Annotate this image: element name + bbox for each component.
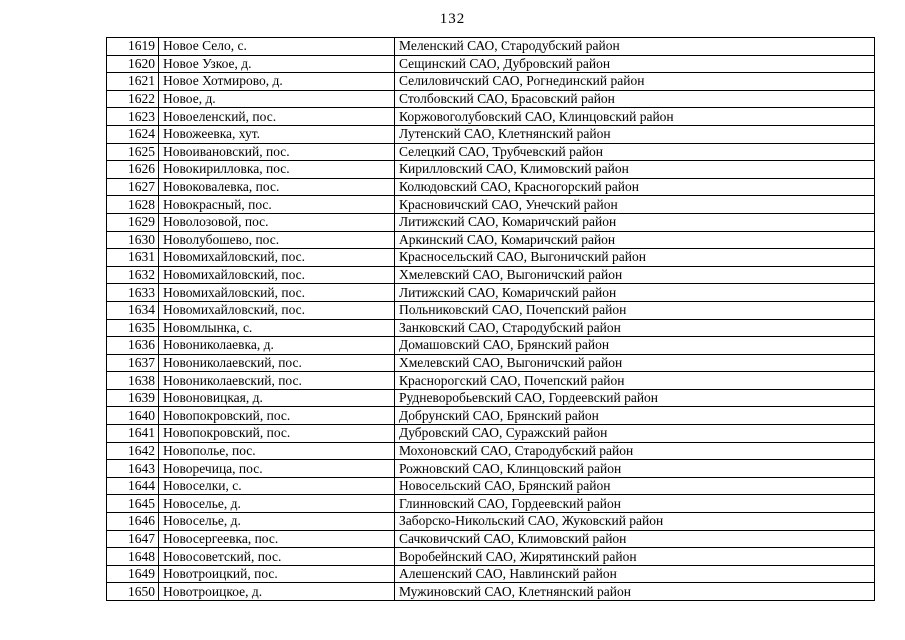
table-row [107, 548, 875, 566]
row-number: 1642 [107, 442, 159, 460]
row-number: 1621 [107, 73, 159, 91]
page-number: 132 [439, 11, 466, 27]
table-row [107, 319, 875, 337]
administrative-unit: Литижский САО, Комаричский район [395, 284, 875, 302]
row-number: 1639 [107, 389, 159, 407]
settlement-name: Новопокровский, пос. [159, 425, 395, 443]
settlement-name: Новоселье, д. [159, 495, 395, 513]
table-row [107, 372, 875, 390]
administrative-unit: Хмелевский САО, Выгоничский район [395, 354, 875, 372]
settlement-name: Новожеевка, хут. [159, 125, 395, 143]
settlement-name: Новоселье, д. [159, 513, 395, 531]
settlement-name: Новониколаевка, д. [159, 337, 395, 355]
settlement-name: Новониколаевский, пос. [159, 354, 395, 372]
settlement-name: Новосоветский, пос. [159, 548, 395, 566]
settlement-name: Новоковалевка, пос. [159, 178, 395, 196]
settlement-name: Новоречица, пос. [159, 460, 395, 478]
table-row [107, 301, 875, 319]
table-row [107, 460, 875, 478]
row-number: 1628 [107, 196, 159, 214]
row-number: 1630 [107, 231, 159, 249]
row-number: 1635 [107, 319, 159, 337]
row-number: 1629 [107, 213, 159, 231]
table-row [107, 231, 875, 249]
administrative-unit: Дубровский САО, Суражский район [395, 425, 875, 443]
settlement-table [106, 37, 875, 601]
table-row [107, 55, 875, 73]
administrative-unit: Сещинский САО, Дубровский район [395, 55, 875, 73]
administrative-unit: Столбовский САО, Брасовский район [395, 90, 875, 108]
administrative-unit: Польниковский САО, Почепский район [395, 301, 875, 319]
settlement-name: Новомихайловский, пос. [159, 284, 395, 302]
row-number: 1650 [107, 583, 159, 601]
row-number: 1641 [107, 425, 159, 443]
row-number: 1620 [107, 55, 159, 73]
row-number: 1636 [107, 337, 159, 355]
settlement-name: Новоеленский, пос. [159, 108, 395, 126]
table-row [107, 442, 875, 460]
administrative-unit: Литижский САО, Комаричский район [395, 213, 875, 231]
table-row [107, 196, 875, 214]
row-number: 1619 [107, 38, 159, 56]
table-row [107, 477, 875, 495]
table-row [107, 125, 875, 143]
table-row [107, 407, 875, 425]
administrative-unit: Колюдовский САО, Красногорский район [395, 178, 875, 196]
row-number: 1624 [107, 125, 159, 143]
administrative-unit: Мужиновский САО, Клетнянский район [395, 583, 875, 601]
administrative-unit: Красносельский САО, Выгоничский район [395, 249, 875, 267]
settlement-name: Новомихайловский, пос. [159, 249, 395, 267]
row-number: 1649 [107, 565, 159, 583]
table-row [107, 73, 875, 91]
table-row [107, 266, 875, 284]
table-body [107, 38, 875, 601]
table-row [107, 143, 875, 161]
table-row [107, 513, 875, 531]
administrative-unit: Красновичский САО, Унечский район [395, 196, 875, 214]
table-row [107, 90, 875, 108]
settlement-name: Новолубошево, пос. [159, 231, 395, 249]
administrative-unit: Аркинский САО, Комаричский район [395, 231, 875, 249]
row-number: 1625 [107, 143, 159, 161]
settlement-name: Новолозовой, пос. [159, 213, 395, 231]
table-row [107, 530, 875, 548]
administrative-unit: Рожновский САО, Клинцовский район [395, 460, 875, 478]
row-number: 1634 [107, 301, 159, 319]
table-row [107, 354, 875, 372]
administrative-unit: Меленский САО, Стародубский район [395, 38, 875, 56]
row-number: 1626 [107, 161, 159, 179]
administrative-unit: Коржовоголубовский САО, Клинцовский район [395, 108, 875, 126]
settlement-name: Новокирилловка, пос. [159, 161, 395, 179]
table-row [107, 108, 875, 126]
table-row [107, 565, 875, 583]
row-number: 1637 [107, 354, 159, 372]
row-number: 1622 [107, 90, 159, 108]
table-row [107, 389, 875, 407]
administrative-unit: Хмелевский САО, Выгоничский район [395, 266, 875, 284]
administrative-unit: Занковский САО, Стародубский район [395, 319, 875, 337]
settlement-name: Новотроицкий, пос. [159, 565, 395, 583]
administrative-unit: Алешенский САО, Навлинский район [395, 565, 875, 583]
administrative-unit: Глинновский САО, Гордеевский район [395, 495, 875, 513]
row-number: 1646 [107, 513, 159, 531]
settlement-name: Новоновицкая, д. [159, 389, 395, 407]
row-number: 1645 [107, 495, 159, 513]
settlement-name: Новомлынка, с. [159, 319, 395, 337]
row-number: 1647 [107, 530, 159, 548]
settlement-name: Новополье, пос. [159, 442, 395, 460]
row-number: 1638 [107, 372, 159, 390]
settlement-name: Новомихайловский, пос. [159, 301, 395, 319]
row-number: 1648 [107, 548, 159, 566]
administrative-unit: Сачковичский САО, Климовский район [395, 530, 875, 548]
table-row [107, 178, 875, 196]
settlement-name: Новое Хотмирово, д. [159, 73, 395, 91]
table-row [107, 38, 875, 56]
row-number: 1640 [107, 407, 159, 425]
settlement-name: Новое Село, с. [159, 38, 395, 56]
row-number: 1627 [107, 178, 159, 196]
administrative-unit: Новосельский САО, Брянский район [395, 477, 875, 495]
row-number: 1623 [107, 108, 159, 126]
administrative-unit: Кирилловский САО, Климовский район [395, 161, 875, 179]
settlement-name: Новотроицкое, д. [159, 583, 395, 601]
table-row [107, 583, 875, 601]
settlement-name: Новоселки, с. [159, 477, 395, 495]
administrative-unit: Селиловичский САО, Рогнединский район [395, 73, 875, 91]
table-row [107, 284, 875, 302]
table-row [107, 495, 875, 513]
administrative-unit: Лутенский САО, Клетнянский район [395, 125, 875, 143]
settlement-name: Новомихайловский, пос. [159, 266, 395, 284]
settlement-name: Новосергеевка, пос. [159, 530, 395, 548]
table-row [107, 213, 875, 231]
settlement-name: Новое, д. [159, 90, 395, 108]
row-number: 1644 [107, 477, 159, 495]
administrative-unit: Селецкий САО, Трубчевский район [395, 143, 875, 161]
administrative-unit: Домашовский САО, Брянский район [395, 337, 875, 355]
table-row [107, 337, 875, 355]
table-row [107, 249, 875, 267]
administrative-unit: Добрунский САО, Брянский район [395, 407, 875, 425]
settlement-name: Новопокровский, пос. [159, 407, 395, 425]
table-row [107, 425, 875, 443]
table-row [107, 161, 875, 179]
settlement-name: Новокрасный, пос. [159, 196, 395, 214]
administrative-unit: Заборско-Никольский САО, Жуковский район [395, 513, 875, 531]
row-number: 1631 [107, 249, 159, 267]
settlement-name: Новоивановский, пос. [159, 143, 395, 161]
administrative-unit: Рудневоробьевский САО, Гордеевский район [395, 389, 875, 407]
administrative-unit: Воробейнский САО, Жирятинский район [395, 548, 875, 566]
settlement-name: Новое Узкое, д. [159, 55, 395, 73]
row-number: 1633 [107, 284, 159, 302]
administrative-unit: Краснорогский САО, Почепский район [395, 372, 875, 390]
row-number: 1643 [107, 460, 159, 478]
settlement-name: Новониколаевский, пос. [159, 372, 395, 390]
row-number: 1632 [107, 266, 159, 284]
administrative-unit: Мохоновский САО, Стародубский район [395, 442, 875, 460]
